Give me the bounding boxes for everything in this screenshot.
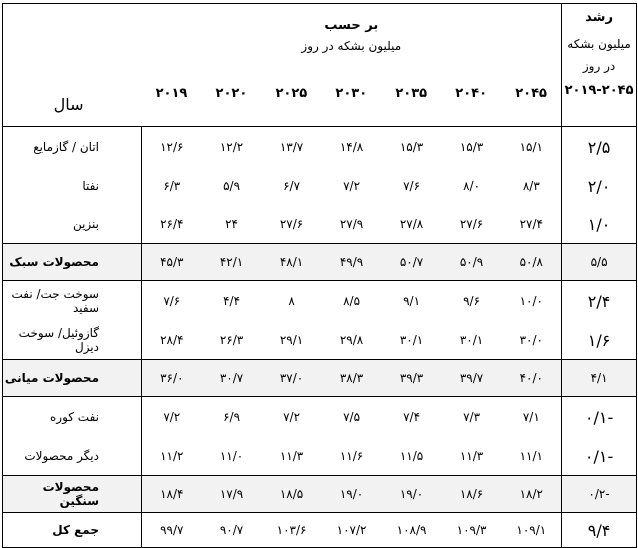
year-header: ۲۰۳۰ <box>335 86 368 101</box>
product-label: اتان / گازمایع <box>3 127 142 168</box>
value-cell: ۷/۲ <box>343 179 361 193</box>
value-cell: ۲۸/۴ <box>160 333 184 347</box>
year-header: ۲۰۴۰ <box>455 86 488 101</box>
value-cell: ۱۲/۲ <box>202 127 262 168</box>
growth-cell: ۴/۱ <box>562 360 637 397</box>
growth-cell: ۲/۵ <box>562 127 637 168</box>
product-label: دیگر محصولات <box>3 437 142 476</box>
value-cell: ۹۰/۷ <box>202 513 262 548</box>
value-cell: ۳۰/۷ <box>202 360 262 397</box>
value-cell: ۷/۲ <box>283 410 301 424</box>
product-label: نفتا <box>3 167 142 205</box>
value-cell: ۷/۶ <box>403 179 421 193</box>
value-cell: ۷/۴ <box>403 410 421 424</box>
value-cell: ۱۳/۷ <box>262 127 322 168</box>
subtotal-row <box>3 360 637 397</box>
value-cell: ۷/۱ <box>522 410 540 424</box>
value-cell: ۸ <box>288 294 295 308</box>
growth-unit-2: در روز <box>582 59 616 73</box>
growth-header <box>562 4 637 127</box>
growth-cell: -۰/۲ <box>562 476 637 513</box>
growth-cell: ۹/۴ <box>562 513 637 548</box>
projection-header <box>142 4 562 127</box>
value-cell: ۱۰/۰ <box>519 294 543 308</box>
group-label: جمع کل <box>3 513 142 548</box>
group-label: محصولات میانی <box>3 360 142 397</box>
value-cell: ۲۴ <box>225 217 238 231</box>
value-cell: ۹۹/۷ <box>142 513 202 548</box>
year-label-header <box>3 4 142 127</box>
oil-demand-table-container <box>2 3 636 540</box>
product-label: بنزین <box>3 205 142 244</box>
value-cell: ۲۹/۱ <box>279 333 304 347</box>
projection-title: بر حسب <box>324 18 379 33</box>
value-cell: ۱۰۹/۱ <box>502 513 562 548</box>
value-cell: ۴۰/۰ <box>502 360 562 397</box>
value-cell: ۸/۰ <box>463 179 481 193</box>
value-cell: ۴۸/۱ <box>262 244 322 281</box>
value-cell: ۱۰۸/۹ <box>382 513 442 548</box>
value-cell: ۶/۹ <box>223 410 241 424</box>
value-cell: ۱۸/۴ <box>142 476 202 513</box>
value-cell: ۲۷/۸ <box>399 217 424 231</box>
table-row <box>3 437 637 476</box>
year-headers <box>142 86 562 101</box>
value-cell: ۸/۳ <box>522 179 540 193</box>
total-row <box>3 513 637 548</box>
value-cell: ۵/۹ <box>223 179 241 193</box>
projection-unit: میلیون بشکه در روز <box>301 39 402 53</box>
product-label: گازوئیل/ سوخت دیزل <box>3 321 142 360</box>
value-cell: ۱۱/۳ <box>279 449 304 463</box>
value-cell: ۹/۱ <box>403 294 421 308</box>
value-cell: ۵۰/۷ <box>382 244 442 281</box>
value-cell: ۴۲/۱ <box>202 244 262 281</box>
growth-cell: ۱/۰ <box>562 205 637 244</box>
year-header: ۲۰۳۵ <box>395 86 428 101</box>
table-row <box>3 281 637 322</box>
value-cell: ۸/۵ <box>343 294 361 308</box>
growth-cell: ۱/۶ <box>562 321 637 360</box>
growth-cell: ۵/۵ <box>562 244 637 281</box>
value-cell: ۲۶/۳ <box>219 333 244 347</box>
value-cell: ۳۰/۱ <box>459 333 484 347</box>
growth-cell: -۰/۱ <box>562 397 637 438</box>
subtotal-row <box>3 476 637 513</box>
value-cell: ۱۲/۶ <box>142 127 202 168</box>
table-body <box>3 127 637 548</box>
value-cell: ۱۰۳/۶ <box>262 513 322 548</box>
group-label: محصولات سنگین <box>3 476 142 513</box>
value-cell: ۷/۳ <box>463 410 481 424</box>
value-cell: ۱۷/۹ <box>202 476 262 513</box>
value-cell: ۱۴/۸ <box>322 127 382 168</box>
value-cell: ۱۸/۵ <box>262 476 322 513</box>
value-cell: ۶/۳ <box>163 179 181 193</box>
table-row <box>3 397 637 438</box>
value-cell: ۷/۲ <box>163 410 181 424</box>
value-cell: ۱۰۷/۲ <box>322 513 382 548</box>
value-cell: ۱۹/۰ <box>322 476 382 513</box>
table-row <box>3 127 637 168</box>
growth-title: رشد <box>585 10 613 25</box>
table-row <box>3 321 637 360</box>
value-cell: ۱۱/۲ <box>160 449 184 463</box>
subtotal-row <box>3 244 637 281</box>
value-cell: ۶/۷ <box>283 179 301 193</box>
year-header: ۲۰۲۵ <box>275 86 308 101</box>
product-label: سوخت جت/ نفت سفید <box>3 281 142 322</box>
growth-cell: -۰/۱ <box>562 437 637 476</box>
year-header: ۲۰۴۵ <box>515 86 547 101</box>
value-cell: ۱۰۹/۳ <box>442 513 502 548</box>
year-label: سال <box>53 95 84 114</box>
table-row <box>3 205 637 244</box>
value-cell: ۵۰/۸ <box>502 244 562 281</box>
value-cell: ۴/۴ <box>223 294 241 308</box>
value-cell: ۳۹/۷ <box>442 360 502 397</box>
value-cell: ۲۷/۶ <box>279 217 304 231</box>
value-cell: ۱۸/۲ <box>502 476 562 513</box>
value-cell: ۲۷/۴ <box>519 217 543 231</box>
value-cell: ۵۰/۹ <box>442 244 502 281</box>
year-header: ۲۰۲۰ <box>215 86 248 101</box>
group-label: محصولات سبک <box>3 244 142 281</box>
value-cell: ۳۶/۰ <box>142 360 202 397</box>
year-header: ۲۰۱۹ <box>155 86 188 101</box>
value-cell: ۴۵/۳ <box>142 244 202 281</box>
value-cell: ۲۶/۴ <box>160 217 184 231</box>
value-cell: ۱۵/۱ <box>502 127 562 168</box>
value-cell: ۱۸/۶ <box>442 476 502 513</box>
value-cell: ۷/۶ <box>163 294 181 308</box>
value-cell: ۱۵/۳ <box>442 127 502 168</box>
growth-range: ۲۰۱۹-۲۰۴۵ <box>564 83 634 98</box>
value-cell: ۳۹/۳ <box>382 360 442 397</box>
value-cell: ۲۷/۹ <box>339 217 364 231</box>
value-cell: ۴۹/۹ <box>322 244 382 281</box>
value-cell: ۱۱/۱ <box>519 449 543 463</box>
value-cell: ۳۰/۱ <box>399 333 424 347</box>
value-cell: ۱۱/۰ <box>219 449 244 463</box>
value-cell: ۷/۵ <box>343 410 361 424</box>
value-cell: ۲۹/۸ <box>339 333 364 347</box>
value-cell: ۱۵/۳ <box>382 127 442 168</box>
value-cell: ۹/۶ <box>463 294 481 308</box>
value-cell: ۳۸/۳ <box>322 360 382 397</box>
value-cell: ۱۱/۶ <box>339 449 364 463</box>
value-cell: ۱۱/۳ <box>459 449 484 463</box>
oil-demand-table <box>2 3 637 548</box>
product-label: نفت کوره <box>3 397 142 438</box>
growth-unit-1: میلیون بشکه <box>567 37 631 51</box>
value-cell: ۲۷/۶ <box>459 217 484 231</box>
growth-cell: ۲/۰ <box>562 167 637 205</box>
table-row <box>3 167 637 205</box>
value-cell: ۱۱/۵ <box>399 449 424 463</box>
growth-cell: ۲/۴ <box>562 281 637 322</box>
value-cell: ۳۰/۰ <box>519 333 543 347</box>
value-cell: ۱۹/۰ <box>382 476 442 513</box>
value-cell: ۳۷/۰ <box>262 360 322 397</box>
